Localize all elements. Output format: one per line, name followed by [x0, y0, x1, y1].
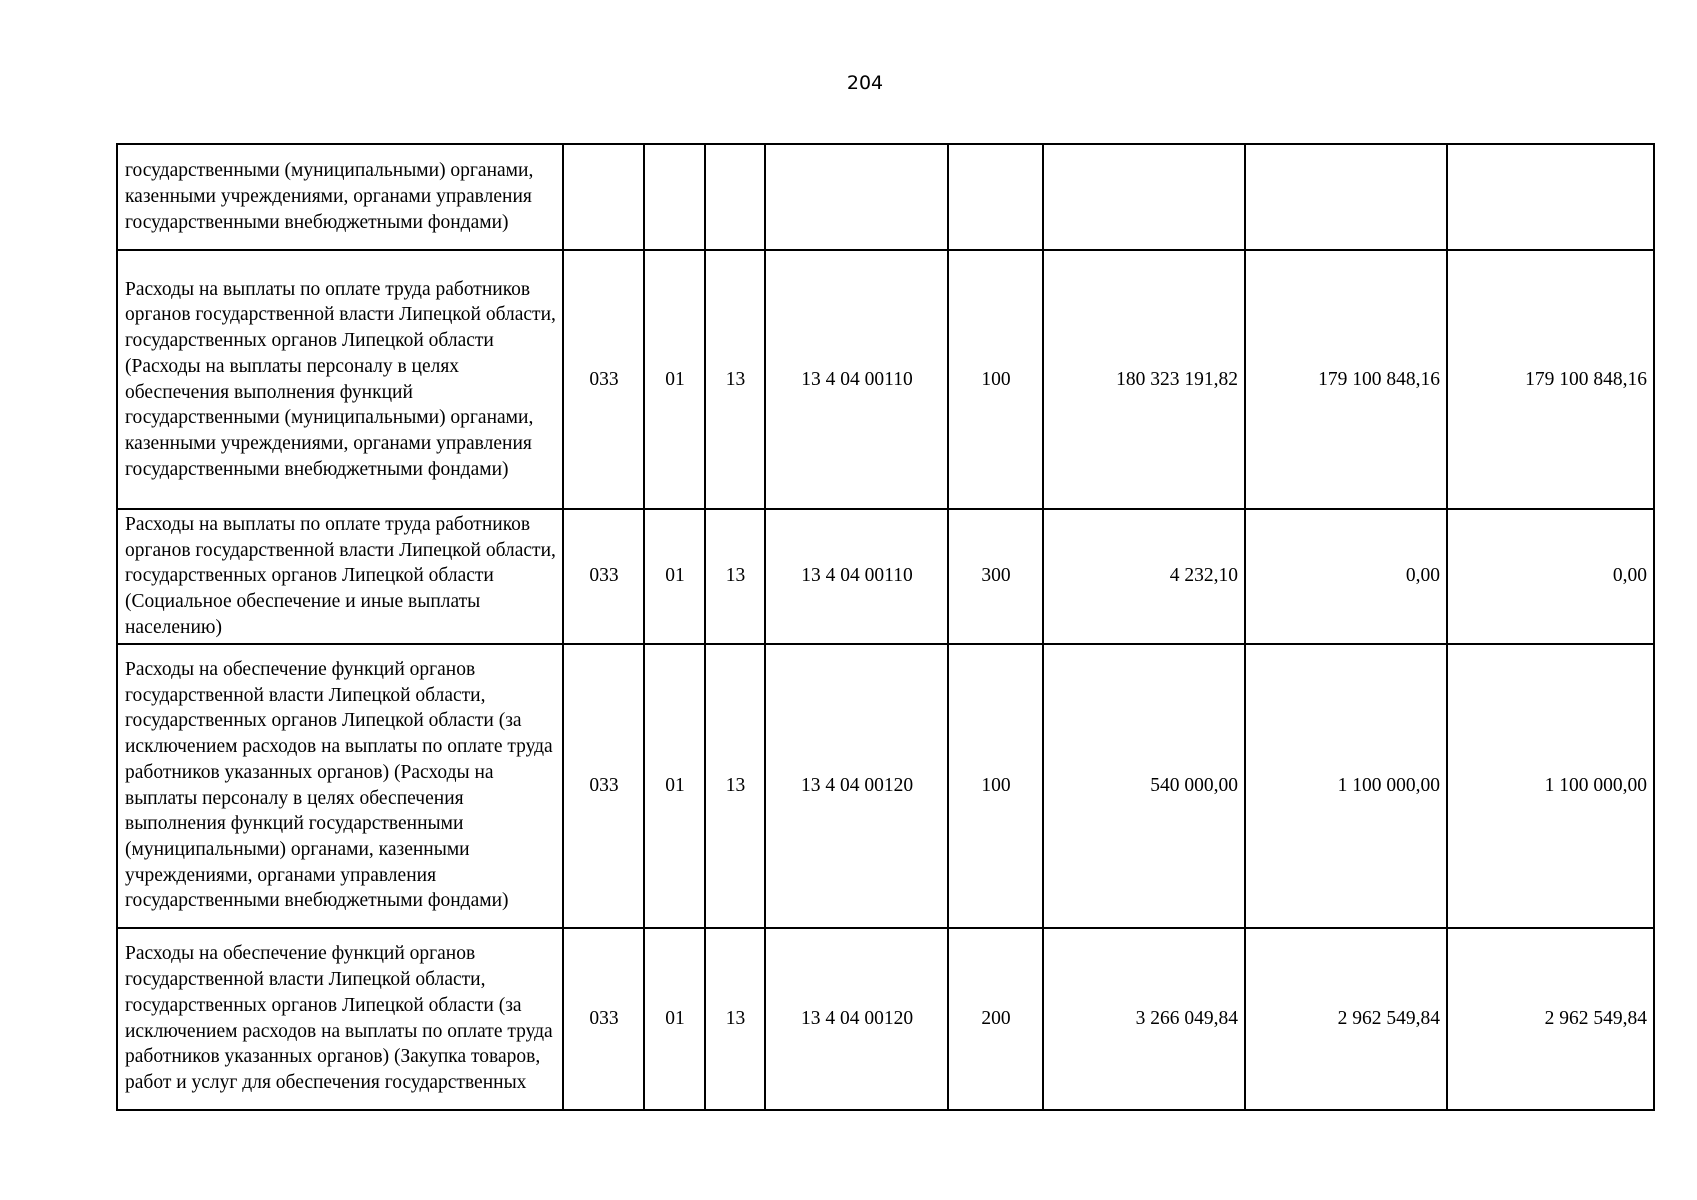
- amount-year-2: 0,00: [1245, 509, 1447, 644]
- target-article-code: 13 4 04 00120: [765, 928, 948, 1110]
- subsection-code: 13: [705, 644, 765, 928]
- amount-year-1: 540 000,00: [1043, 644, 1245, 928]
- expense-type-code: 100: [948, 250, 1043, 509]
- target-article-code: [765, 144, 948, 250]
- grbs-code: 033: [563, 250, 644, 509]
- row-description: государственными (муниципальными) органами, казенными учреждениями, органами управления государственными внебюджетными фондами): [117, 144, 563, 250]
- table-row: [117, 644, 1654, 928]
- grbs-code: [563, 144, 644, 250]
- table-row: [117, 250, 1654, 509]
- amount-year-1: 3 266 049,84: [1043, 928, 1245, 1110]
- target-article-code: 13 4 04 00110: [765, 250, 948, 509]
- page-number: 204: [846, 72, 884, 94]
- expense-type-code: 300: [948, 509, 1043, 644]
- expense-type-code: [948, 144, 1043, 250]
- row-description: Расходы на обеспечение функций органов государственной власти Липецкой области, государственных органов Липецкой области (за исключением расходов на выплаты по оплате труда работников указанных органов) (Закупка товаров, работ и услуг для обеспечения государственных: [117, 928, 563, 1110]
- amount-year-3: 1 100 000,00: [1447, 644, 1654, 928]
- amount-year-3: [1447, 144, 1654, 250]
- grbs-code: 033: [563, 928, 644, 1110]
- section-code: 01: [644, 644, 705, 928]
- subsection-code: 13: [705, 928, 765, 1110]
- amount-year-3: 2 962 549,84: [1447, 928, 1654, 1110]
- table-row: [117, 144, 1654, 250]
- grbs-code: 033: [563, 644, 644, 928]
- amount-year-2: 1 100 000,00: [1245, 644, 1447, 928]
- expense-type-code: 200: [948, 928, 1043, 1110]
- grbs-code: 033: [563, 509, 644, 644]
- subsection-code: 13: [705, 250, 765, 509]
- section-code: 01: [644, 250, 705, 509]
- section-code: [644, 144, 705, 250]
- amount-year-2: 2 962 549,84: [1245, 928, 1447, 1110]
- section-code: 01: [644, 509, 705, 644]
- budget-table: [116, 143, 1655, 1111]
- subsection-code: 13: [705, 509, 765, 644]
- row-description: Расходы на выплаты по оплате труда работников органов государственной власти Липецкой области, государственных органов Липецкой области (Социальное обеспечение и иные выплаты населению): [117, 509, 563, 644]
- amount-year-1: 180 323 191,82: [1043, 250, 1245, 509]
- section-code: 01: [644, 928, 705, 1110]
- amount-year-3: 179 100 848,16: [1447, 250, 1654, 509]
- table-row: [117, 509, 1654, 644]
- amount-year-2: [1245, 144, 1447, 250]
- row-description: Расходы на выплаты по оплате труда работников органов государственной власти Липецкой области, государственных органов Липецкой области (Расходы на выплаты персоналу в целях обеспечения выполнения функций государственными (муниципальными) органами, казенными учреждениями, органами управления государственными внебюджетными фондами): [117, 250, 563, 509]
- amount-year-1: 4 232,10: [1043, 509, 1245, 644]
- target-article-code: 13 4 04 00110: [765, 509, 948, 644]
- table-row: [117, 928, 1654, 1110]
- amount-year-3: 0,00: [1447, 509, 1654, 644]
- subsection-code: [705, 144, 765, 250]
- expense-type-code: 100: [948, 644, 1043, 928]
- target-article-code: 13 4 04 00120: [765, 644, 948, 928]
- amount-year-2: 179 100 848,16: [1245, 250, 1447, 509]
- amount-year-1: [1043, 144, 1245, 250]
- row-description: Расходы на обеспечение функций органов государственной власти Липецкой области, государственных органов Липецкой области (за исключением расходов на выплаты по оплате труда работников указанных органов) (Расходы на выплаты персоналу в целях обеспечения выполнения функций государственными (муниципальными) органами, казенными учреждениями, органами управления государственными внебюджетными фондами): [117, 644, 563, 928]
